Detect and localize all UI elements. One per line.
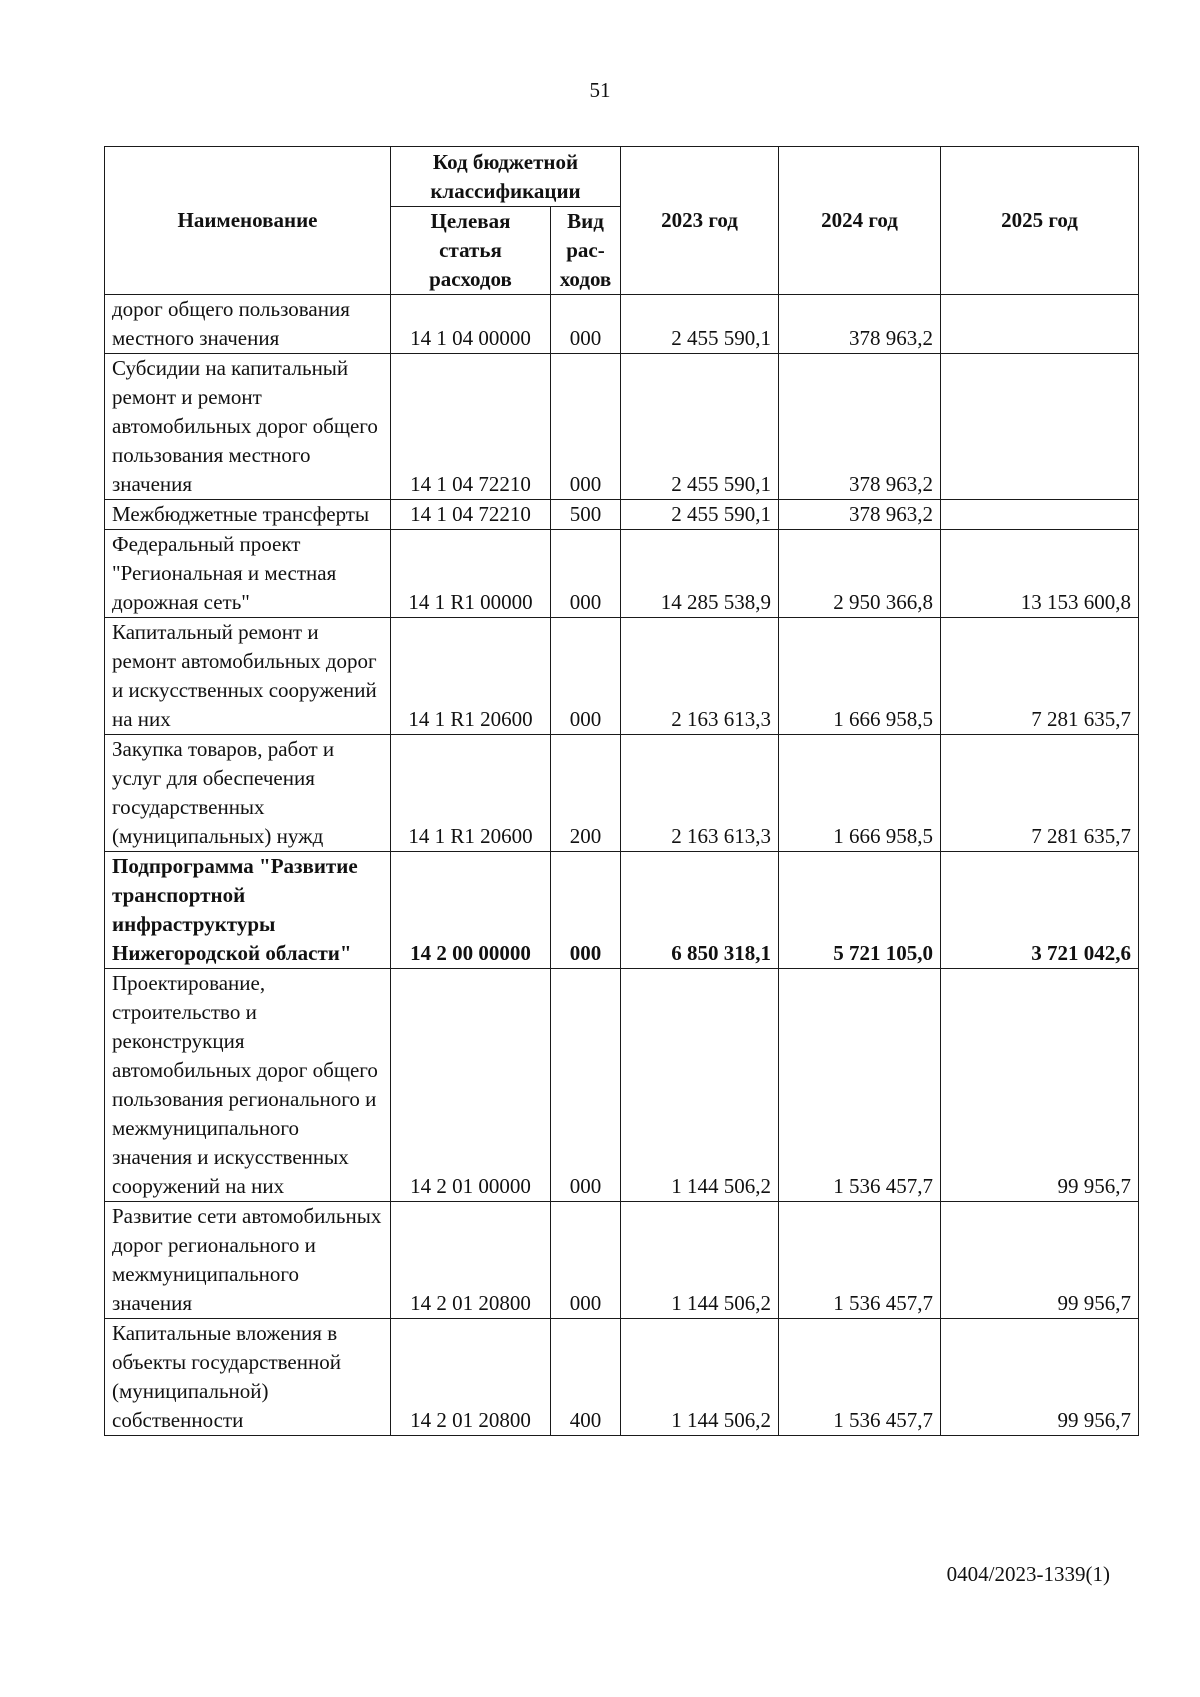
row-amount-2024: 1 666 958,5 xyxy=(779,735,941,852)
row-amount-2025: 13 153 600,8 xyxy=(941,530,1139,618)
row-amount-2024: 1 536 457,7 xyxy=(779,969,941,1202)
row-expense-type: 500 xyxy=(551,500,621,530)
row-amount-2024: 378 963,2 xyxy=(779,354,941,500)
row-amount-2024: 378 963,2 xyxy=(779,295,941,354)
row-amount-2023: 14 285 538,9 xyxy=(621,530,779,618)
row-name: Проектирование, строительство и реконструкция автомобильных дорог общего пользования регионального и межмуниципального значения и искусственных сооружений на них xyxy=(105,969,391,1202)
row-expense-type: 000 xyxy=(551,295,621,354)
table-row xyxy=(105,1202,1139,1319)
row-name: Развитие сети автомобильных дорог регионального и межмуниципального значения xyxy=(105,1202,391,1319)
row-expense-type: 000 xyxy=(551,530,621,618)
row-amount-2025 xyxy=(941,295,1139,354)
row-amount-2023: 2 455 590,1 xyxy=(621,500,779,530)
table-row xyxy=(105,969,1139,1202)
row-target-article: 14 2 01 20800 xyxy=(391,1202,551,1319)
table-header xyxy=(105,147,1139,295)
budget-table xyxy=(104,146,1139,1436)
row-expense-type: 000 xyxy=(551,618,621,735)
row-target-article: 14 2 00 00000 xyxy=(391,852,551,969)
table-row xyxy=(105,618,1139,735)
row-name: Капитальные вложения в объекты государственной (муниципальной) собственности xyxy=(105,1319,391,1436)
row-name: Межбюджетные трансферты xyxy=(105,500,391,530)
header-target-article: Целевая статья расходов xyxy=(391,207,551,295)
row-target-article: 14 2 01 20800 xyxy=(391,1319,551,1436)
row-target-article: 14 1 R1 00000 xyxy=(391,530,551,618)
row-amount-2024: 378 963,2 xyxy=(779,500,941,530)
row-name: Подпрограмма "Развитие транспортной инфраструктуры Нижегородской области" xyxy=(105,852,391,969)
document-code: 0404/2023-1339(1) xyxy=(946,1562,1110,1586)
page-number: 51 xyxy=(589,78,611,102)
row-name: Капитальный ремонт и ремонт автомобильных дорог и искусственных сооружений на них xyxy=(105,618,391,735)
row-amount-2024: 1 536 457,7 xyxy=(779,1319,941,1436)
row-target-article: 14 1 R1 20600 xyxy=(391,618,551,735)
row-expense-type: 200 xyxy=(551,735,621,852)
row-amount-2023: 2 163 613,3 xyxy=(621,618,779,735)
row-amount-2025: 3 721 042,6 xyxy=(941,852,1139,969)
row-amount-2025: 99 956,7 xyxy=(941,969,1139,1202)
header-year-2023: 2023 год xyxy=(621,147,779,295)
row-amount-2024: 2 950 366,8 xyxy=(779,530,941,618)
header-name: Наименование xyxy=(105,147,391,295)
row-expense-type: 000 xyxy=(551,354,621,500)
row-amount-2025: 99 956,7 xyxy=(941,1202,1139,1319)
row-name: Федеральный проект "Региональная и местная дорожная сеть" xyxy=(105,530,391,618)
row-amount-2025 xyxy=(941,500,1139,530)
row-expense-type: 000 xyxy=(551,969,621,1202)
table-row xyxy=(105,735,1139,852)
row-amount-2025: 99 956,7 xyxy=(941,1319,1139,1436)
row-name: дорог общего пользования местного значения xyxy=(105,295,391,354)
row-amount-2024: 1 536 457,7 xyxy=(779,1202,941,1319)
row-amount-2025: 7 281 635,7 xyxy=(941,735,1139,852)
header-code-group: Код бюджетной классификации xyxy=(391,147,621,207)
row-amount-2025 xyxy=(941,354,1139,500)
table-row xyxy=(105,852,1139,969)
table-row xyxy=(105,354,1139,500)
row-amount-2023: 2 455 590,1 xyxy=(621,295,779,354)
row-amount-2024: 5 721 105,0 xyxy=(779,852,941,969)
row-amount-2023: 1 144 506,2 xyxy=(621,1319,779,1436)
table-body xyxy=(105,295,1139,1436)
row-expense-type: 000 xyxy=(551,1202,621,1319)
table-row xyxy=(105,500,1139,530)
row-amount-2023: 1 144 506,2 xyxy=(621,1202,779,1319)
header-year-2025: 2025 год xyxy=(941,147,1139,295)
row-name: Закупка товаров, работ и услуг для обеспечения государственных (муниципальных) нужд xyxy=(105,735,391,852)
row-target-article: 14 1 R1 20600 xyxy=(391,735,551,852)
row-amount-2023: 2 455 590,1 xyxy=(621,354,779,500)
row-amount-2025: 7 281 635,7 xyxy=(941,618,1139,735)
row-target-article: 14 2 01 00000 xyxy=(391,969,551,1202)
row-target-article: 14 1 04 00000 xyxy=(391,295,551,354)
row-name: Субсидии на капитальный ремонт и ремонт автомобильных дорог общего пользования местного значения xyxy=(105,354,391,500)
row-amount-2024: 1 666 958,5 xyxy=(779,618,941,735)
row-expense-type: 400 xyxy=(551,1319,621,1436)
table-row xyxy=(105,530,1139,618)
header-expense-type: Вид рас-ходов xyxy=(551,207,621,295)
row-expense-type: 000 xyxy=(551,852,621,969)
row-target-article: 14 1 04 72210 xyxy=(391,500,551,530)
row-amount-2023: 6 850 318,1 xyxy=(621,852,779,969)
header-year-2024: 2024 год xyxy=(779,147,941,295)
table-row xyxy=(105,295,1139,354)
row-amount-2023: 2 163 613,3 xyxy=(621,735,779,852)
row-target-article: 14 1 04 72210 xyxy=(391,354,551,500)
row-amount-2023: 1 144 506,2 xyxy=(621,969,779,1202)
table-row xyxy=(105,1319,1139,1436)
